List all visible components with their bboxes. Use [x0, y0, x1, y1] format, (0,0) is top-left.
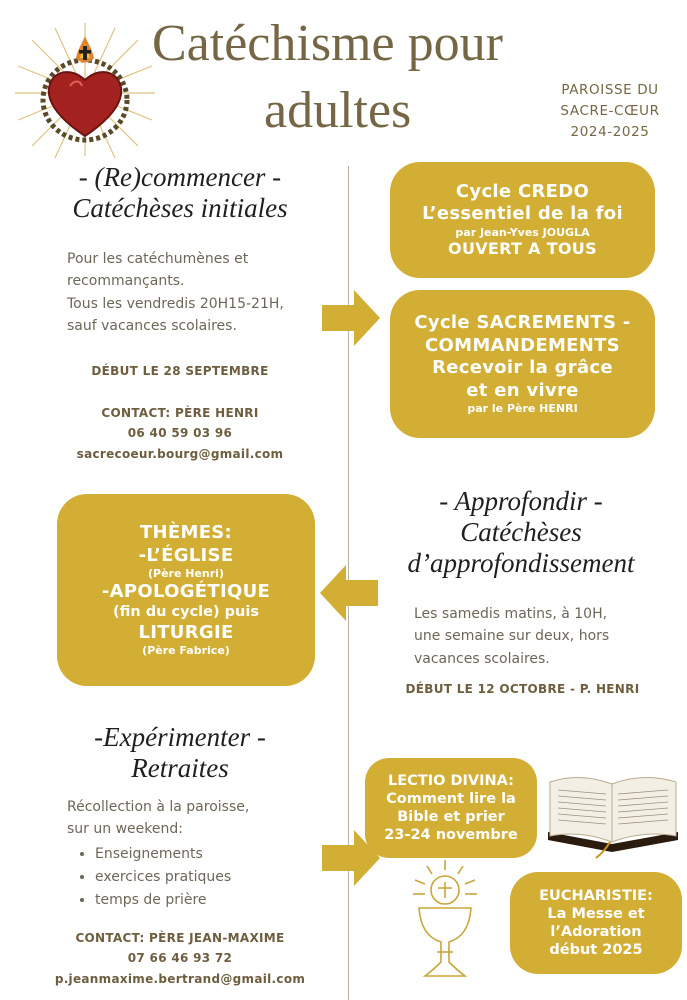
box-line: début 2025 [549, 942, 643, 959]
heading-line: Catéchèses initiales [72, 193, 288, 224]
box-line: COMMANDEMENTS [425, 334, 620, 356]
contact-phone[interactable]: 06 40 59 03 96 [127, 426, 233, 441]
themes-box [57, 494, 315, 686]
sacrements-cycle-box [390, 290, 655, 438]
sacred-heart-icon [10, 18, 160, 158]
text-line: Tous les vendredis 20H15-21H, [67, 295, 284, 312]
box-line: -APOLOGÉTIQUE [101, 580, 271, 602]
parish-line: 2024-2025 [570, 123, 650, 140]
box-line: Comment lire la [386, 790, 516, 807]
box-line: Cycle SACREMENTS - [414, 312, 631, 334]
heading-line: Catéchèses [460, 517, 582, 548]
box-line: et en vivre [466, 379, 579, 401]
list-item: • exercices pratiques [95, 866, 231, 889]
parish-info [545, 80, 675, 143]
heading-line: Retraites [131, 753, 229, 784]
contact-block [20, 928, 340, 989]
text-line: Récollection à la paroisse, [67, 799, 250, 815]
contact-email[interactable]: sacrecoeur.bourg@gmail.com [76, 446, 284, 461]
box-line: 23-24 novembre [384, 827, 518, 844]
list-item: • temps de prière [95, 889, 231, 912]
section-recommencer-text [67, 248, 347, 338]
section-approfondir-heading [360, 486, 682, 579]
box-line: Recevoir la grâce [432, 357, 613, 379]
box-line: THÈMES: [139, 522, 233, 544]
page-title-line2: adultes [264, 82, 412, 139]
box-line: Bible et prier [397, 809, 505, 825]
section-experimenter-heading [20, 722, 340, 784]
heading-line: - Approfondir - [439, 486, 603, 516]
section-experimenter-text [67, 796, 337, 841]
section-approfondir-text [414, 603, 684, 670]
box-line: Cycle CREDO [455, 180, 590, 202]
eucharistie-box [510, 872, 682, 974]
contact-phone[interactable]: 07 66 46 93 72 [127, 951, 233, 966]
text-line: une semaine sur deux, hors [414, 628, 610, 645]
box-line: (fin du cycle) puis [113, 604, 259, 621]
lectio-divina-box [365, 758, 537, 858]
credo-cycle-box [390, 162, 655, 278]
contact-block [20, 403, 340, 464]
box-line: par le Père HENRI [467, 402, 578, 416]
box-line: l’Adoration [550, 924, 642, 940]
box-line: (Père Fabrice) [142, 644, 230, 658]
start-date: DÉBUT LE 28 SEPTEMBRE [91, 364, 269, 378]
chalice-host-icon [405, 858, 485, 988]
contact-label: CONTACT: PÈRE HENRI [101, 406, 259, 420]
page-title-line1: Catéchisme pour [152, 15, 503, 72]
box-line: par Jean-Yves JOUGLA [455, 225, 590, 239]
box-line: (Père Henri) [148, 567, 224, 581]
list-item: • Enseignements [95, 843, 231, 866]
retreat-bullet-list [67, 843, 231, 912]
parish-line: PAROISSE DU [561, 82, 659, 98]
text-line: recommançants. [67, 273, 185, 290]
arrow-right-icon [322, 290, 382, 350]
section-recommencer-heading [20, 162, 340, 224]
box-line: OUVERT A TOUS [448, 239, 597, 259]
text-line: sur un weekend: [67, 821, 183, 838]
box-line: L’essentiel de la foi [422, 203, 623, 225]
parish-line: SACRE-CŒUR [560, 102, 660, 119]
heading-line: d’approfondissement [407, 548, 635, 579]
heading-line: -Expérimenter - [94, 722, 266, 752]
box-line: La Messe et [547, 905, 645, 922]
box-line: -L’ÉGLISE [138, 544, 234, 566]
start-date: DÉBUT LE 12 OCTOBRE - P. HENRI [405, 682, 640, 696]
text-line: Les samedis matins, à 10H, [414, 606, 608, 622]
text-line: Pour les catéchumènes et [67, 251, 249, 267]
heading-line: - (Re)commencer - [78, 162, 282, 192]
contact-email[interactable]: p.jeanmaxime.bertrand@gmail.com [54, 971, 306, 986]
box-line: LITURGIE [138, 621, 234, 643]
box-line: LECTIO DIVINA: [388, 772, 514, 789]
text-line: vacances scolaires. [414, 650, 550, 667]
contact-label: CONTACT: PÈRE JEAN-MAXIME [75, 931, 285, 945]
box-line: EUCHARISTIE: [539, 887, 653, 904]
text-line: sauf vacances scolaires. [67, 318, 237, 335]
open-bible-icon [540, 752, 685, 860]
